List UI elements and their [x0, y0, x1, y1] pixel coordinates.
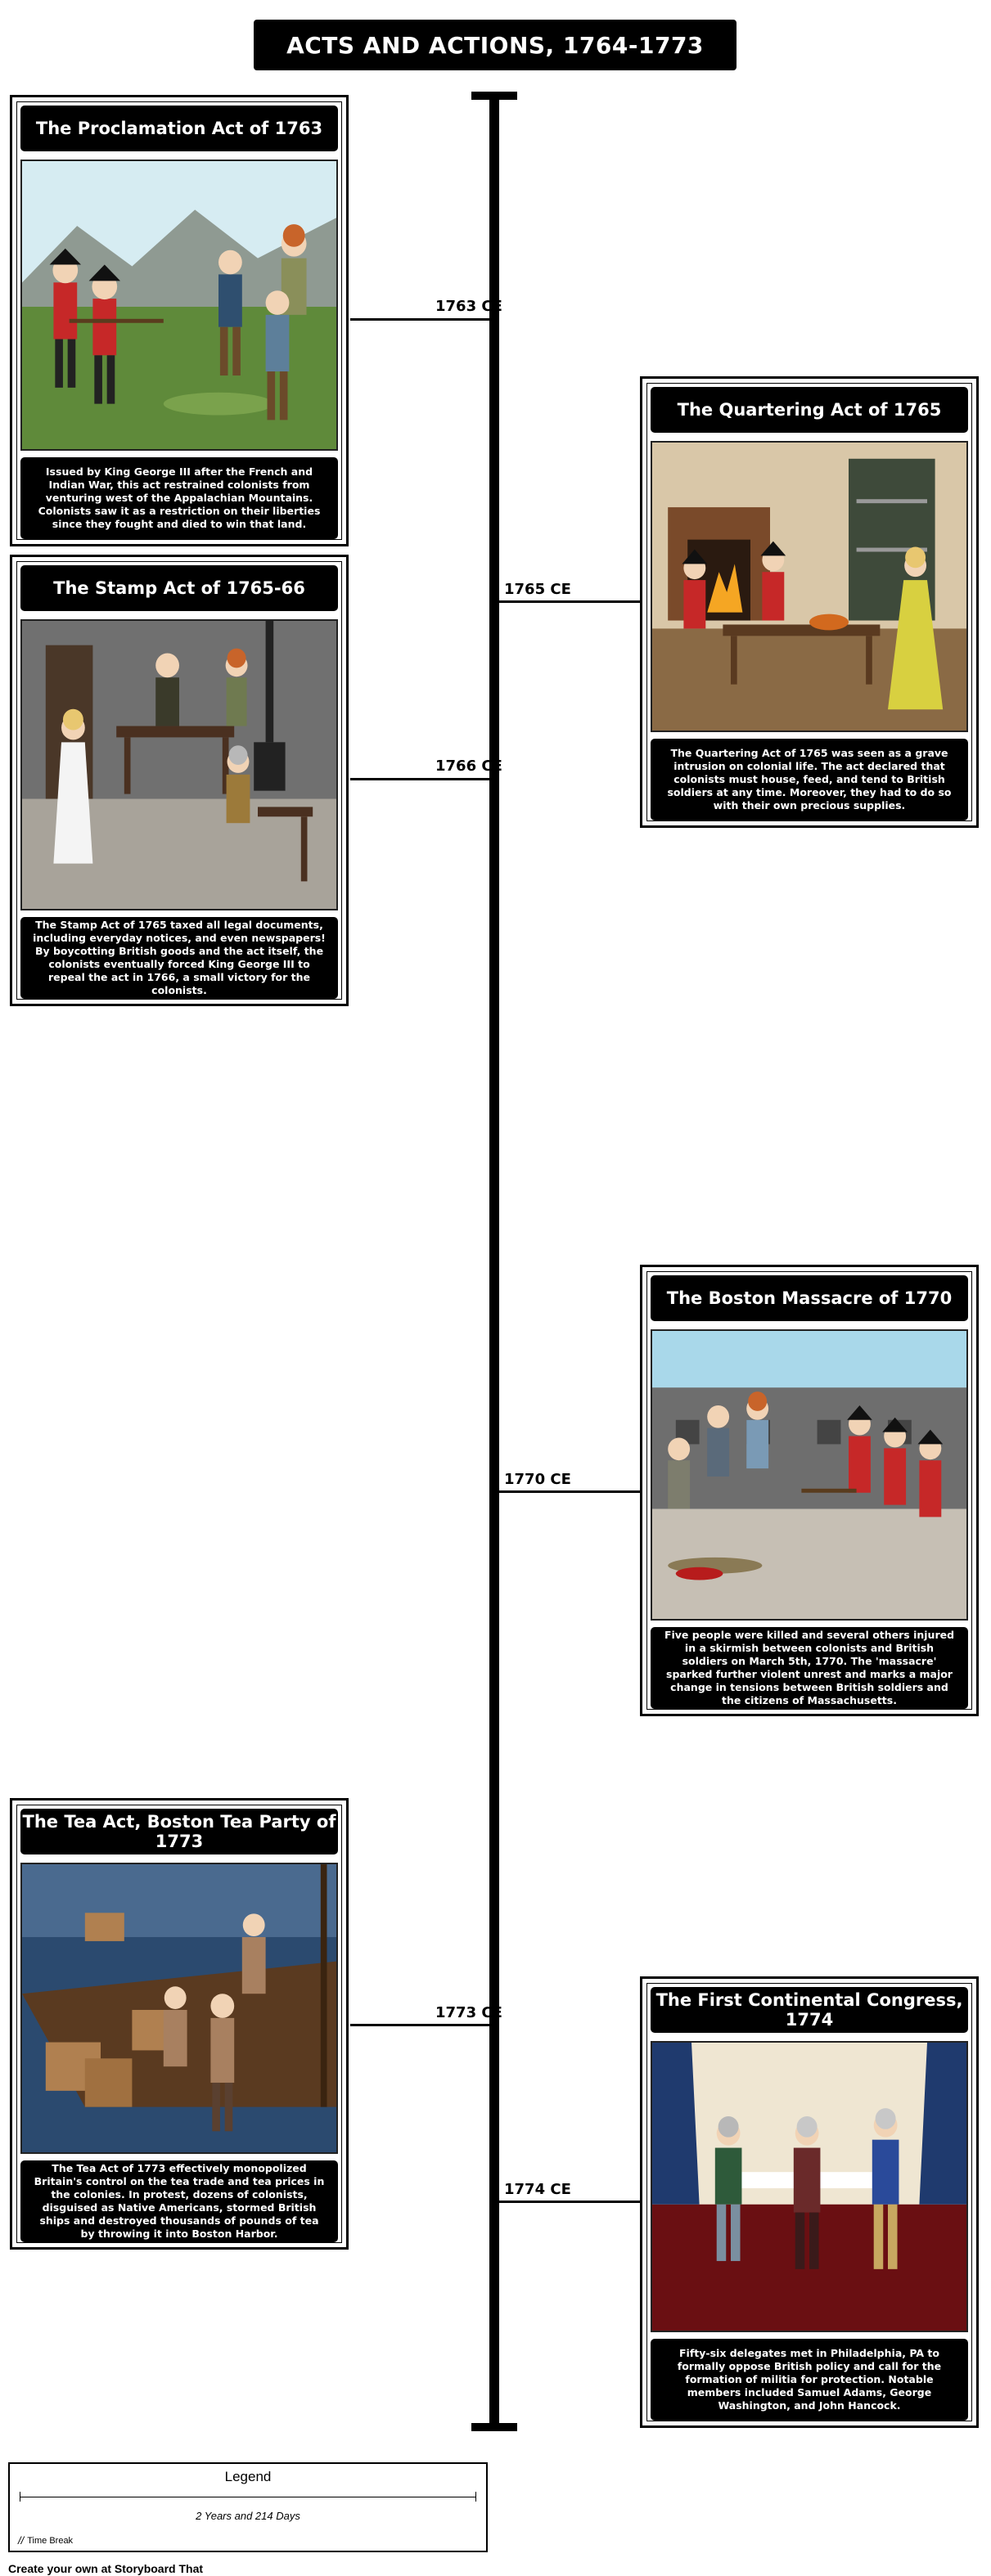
- event-card-boston-massacre: [640, 1265, 979, 1716]
- date-label-1774: 1774 CE: [504, 2181, 571, 2198]
- timeline-axis: [489, 95, 499, 2430]
- timeline-bottom-cap: [471, 2423, 517, 2431]
- event-description: The Tea Act of 1773 effectively monopolized Britain's control on the tea trade and tea prices in the colonies. In protest, dozens of colonists, disguised as Native Americans, stormed British ships and destroyed thousands of pounds of tea by throwing it into Boston Harbor.: [20, 2160, 338, 2242]
- event-description: Five people were killed and several others injured in a skirmish between colonists and British soldiers on March 5th, 1770. The 'massacre' sparked further violent unrest and marks a major change in tensions between British soldiers and the citizens of Massachusetts.: [651, 1627, 968, 1709]
- connector-1763: [350, 318, 489, 321]
- connector-1766: [350, 778, 489, 780]
- date-label-1765: 1765 CE: [504, 581, 571, 598]
- event-description: The Quartering Act of 1765 was seen as a grave intrusion on colonial life. The act declared that colonists must house, feed, and tend to British soldiers at any time. Moreover, they had to do so with their own precious supplies.: [651, 739, 968, 820]
- legend-duration: 2 Years and 214 Days: [196, 2510, 300, 2522]
- legend: [8, 2462, 488, 2552]
- time-break-label: Time Break: [27, 2535, 74, 2546]
- connector-1774: [499, 2201, 640, 2203]
- event-card-quartering-act: [640, 376, 979, 828]
- event-title: The Proclamation Act of 1763: [20, 106, 338, 151]
- event-illustration: [651, 441, 968, 732]
- date-label-1773: 1773 CE: [435, 2004, 502, 2021]
- event-illustration: [651, 1329, 968, 1621]
- connector-1770: [499, 1490, 640, 1493]
- event-title: The First Continental Congress, 1774: [651, 1987, 968, 2033]
- event-card-proclamation-act: [10, 95, 349, 546]
- date-label-1766: 1766 CE: [435, 758, 502, 775]
- event-card-continental-congress: [640, 1976, 979, 2428]
- event-card-tea-act: [10, 1798, 349, 2250]
- storyboard-credit-link[interactable]: Create your own at Storyboard That: [8, 2562, 204, 2575]
- page-title: ACTS AND ACTIONS, 1764-1773: [254, 20, 736, 70]
- event-illustration: [20, 1863, 338, 2154]
- event-illustration: [20, 619, 338, 910]
- legend-time-break: [18, 2534, 73, 2547]
- date-label-1770: 1770 CE: [504, 1471, 571, 1488]
- event-description: Fifty-six delegates met in Philadelphia, PA to formally oppose British policy and call for the formation of militia for protection. Notable members included Samuel Adams, George Washington, and John Hancock.: [651, 2339, 968, 2421]
- legend-title: Legend: [224, 2469, 272, 2484]
- double-slash-icon: //: [18, 2534, 25, 2547]
- event-illustration: [651, 2041, 968, 2332]
- event-illustration: [20, 160, 338, 451]
- event-title: The Stamp Act of 1765-66: [20, 565, 338, 611]
- connector-1765: [499, 600, 640, 603]
- event-description: The Stamp Act of 1765 taxed all legal documents, including everyday notices, and even newspapers! By boycotting British goods and the act itself, the colonists eventually forced King George III to repeal the act in 1766, a small victory for the colonists.: [20, 917, 338, 999]
- event-title: The Boston Massacre of 1770: [651, 1275, 968, 1321]
- event-title: The Tea Act, Boston Tea Party of 1773: [20, 1809, 338, 1854]
- event-card-stamp-act: [10, 555, 349, 1006]
- event-title: The Quartering Act of 1765: [651, 387, 968, 433]
- connector-1773: [350, 2024, 489, 2026]
- event-description: Issued by King George III after the French and Indian War, this act restrained colonists from venturing west of the Appalachian Mountains. Colonists saw it as a restriction on their liberties since they fought and died to win that land.: [20, 457, 338, 539]
- date-label-1763: 1763 CE: [435, 298, 502, 315]
